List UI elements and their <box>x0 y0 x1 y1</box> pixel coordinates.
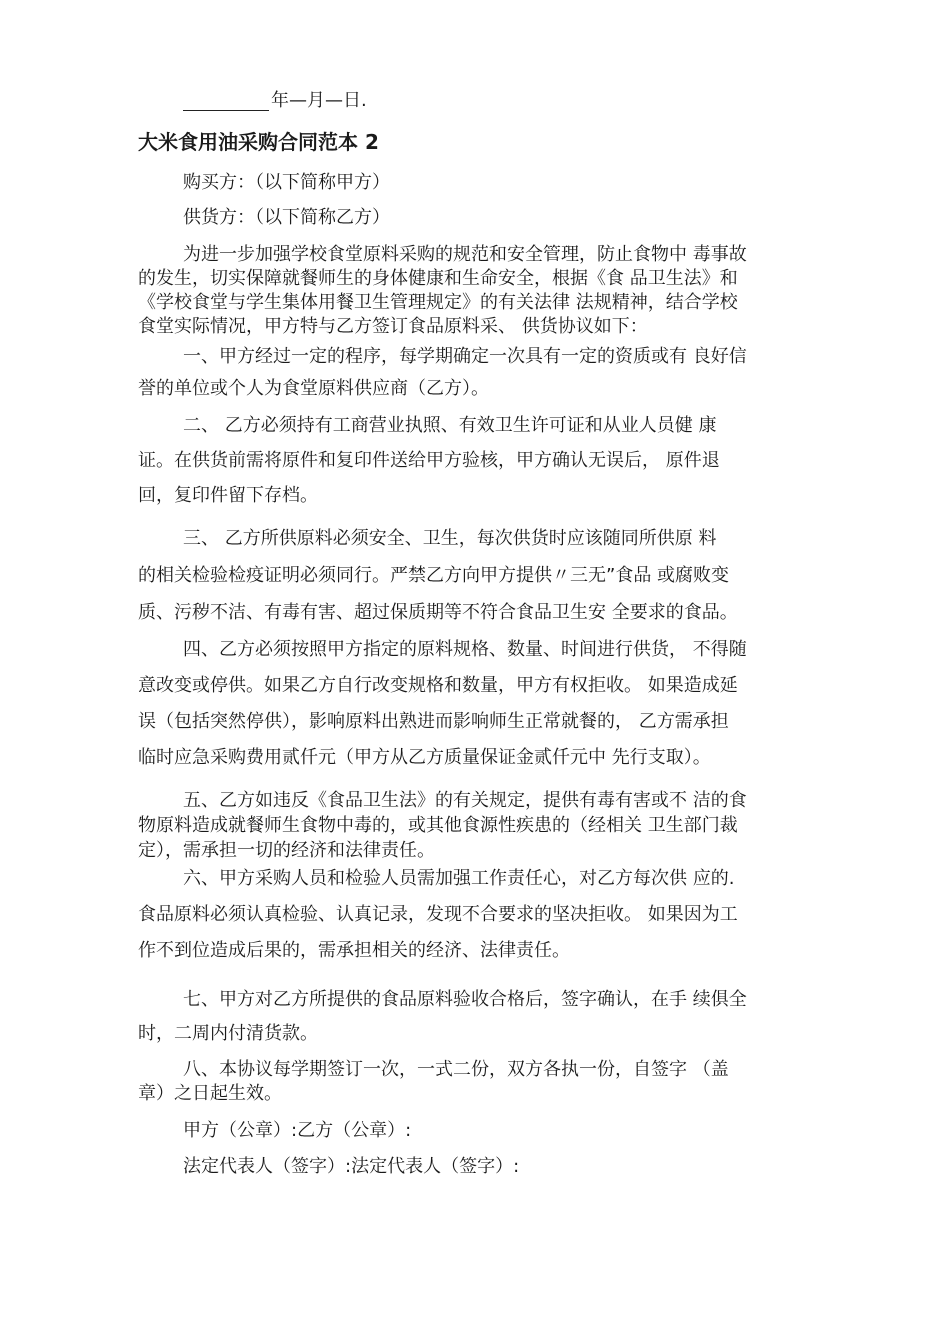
paragraph-line: 质、污秽不洁、有毒有害、超过保质期等不符合食品卫生安 全要求的食品。 <box>138 602 738 623</box>
paragraph-line: 四、乙方必须按照甲方指定的原料规格、数量、时间进行供货， 不得随 <box>183 639 747 660</box>
paragraph-line: 临时应急采购费用贰仟元（甲方从乙方质量保证金贰仟元中 先行支取）。 <box>138 747 711 768</box>
paragraph-line: 誉的单位或个人为食堂原料供应商（乙方）。 <box>138 378 489 399</box>
seal-line: 甲方（公章）:乙方（公章）: <box>183 1120 412 1141</box>
paragraph-line: 意改变或停供。如果乙方自行改变规格和数量，甲方有权拒收。 如果造成延 <box>138 675 738 696</box>
paragraph-line: 七、甲方对乙方所提供的食品原料验收合格后，签字确认，在手 续俱全 <box>183 989 747 1010</box>
paragraph-line: 食堂实际情况，甲方特与乙方签订食品原料采、 供货协议如下： <box>138 316 648 337</box>
paragraph-line: 定），需承担一切的经济和法律责任。 <box>138 840 435 861</box>
buyer-line: 购买方：（以下简称甲方） <box>183 172 390 193</box>
paragraph-line: 一、甲方经过一定的程序，每学期确定一次具有一定的资质或有 良好信 <box>183 346 747 367</box>
paragraph-line: 五、乙方如违反《食品卫生法》的有关规定，提供有毒有害或不 洁的食 <box>183 790 747 811</box>
paragraph-line: 二、 乙方必须持有工商营业执照、有效卫生许可证和从业人员健 康 <box>183 415 717 436</box>
paragraph-line: 三、 乙方所供原料必须安全、卫生，每次供货时应该随同所供原 料 <box>183 528 717 549</box>
paragraph-line: 《学校食堂与学生集体用餐卫生管理规定》的有关法律 法规精神，结合学校 <box>138 292 738 313</box>
clause-2 <box>138 408 828 513</box>
paragraph-line: 的相关检验检疫证明必须同行。严禁乙方向甲方提供〃三无”食品 或腐败变 <box>138 565 730 586</box>
clause-1 <box>138 341 828 405</box>
paragraph-line: 章）之日起生效。 <box>138 1083 282 1104</box>
paragraph-line: 作不到位造成后果的，需承担相关的经济、法律责任。 <box>138 940 570 961</box>
paragraph-line: 八、本协议每学期签订一次，一式二份，双方各执一份，自签字 （盖 <box>183 1059 729 1080</box>
clause-6 <box>138 861 828 969</box>
paragraph-line: 回，复印件留下存档。 <box>138 485 318 506</box>
supplier-line: 供货方：（以下简称乙方） <box>183 207 390 228</box>
date-blank <box>183 92 269 111</box>
paragraph-line: 六、甲方采购人员和检验人员需加强工作责任心，对乙方每次供 应的. <box>183 868 735 889</box>
clause-4 <box>138 632 828 776</box>
paragraph-line: 误（包括突然停供），影响原料出熟进而影响师生正常就餐的， 乙方需承担 <box>138 711 729 732</box>
paragraph-line: 的发生，切实保障就餐师生的身体健康和生命安全，根据《食 品卫生法》和 <box>138 268 738 289</box>
clause-5 <box>138 788 828 863</box>
representative-signature-line: 法定代表人（签字）:法定代表人（签字）: <box>183 1156 520 1177</box>
clause-7 <box>138 983 828 1051</box>
paragraph-line: 食品原料必须认真检验、认真记录，发现不合要求的坚决拒收。 如果因为工 <box>138 904 738 925</box>
paragraph-line: 时，二周内付清货款。 <box>138 1023 318 1044</box>
paragraph-line: 证。在供货前需将原件和复印件送给甲方验核，甲方确认无误后， 原件退 <box>138 450 720 471</box>
preamble-paragraph <box>138 243 828 339</box>
paragraph-line: 为进一步加强学校食堂原料采购的规范和安全管理，防止食物中 毒事故 <box>183 244 747 265</box>
clause-8 <box>138 1058 828 1106</box>
date-suffix: 年—月—日. <box>271 90 367 111</box>
paragraph-line: 物原料造成就餐师生食物中毒的，或其他食源性疾患的（经相关 卫生部门裁 <box>138 815 738 836</box>
doc-title: 大米食用油采购合同范本 2 <box>138 130 379 154</box>
clause-3 <box>138 520 828 631</box>
date-line <box>183 91 828 111</box>
